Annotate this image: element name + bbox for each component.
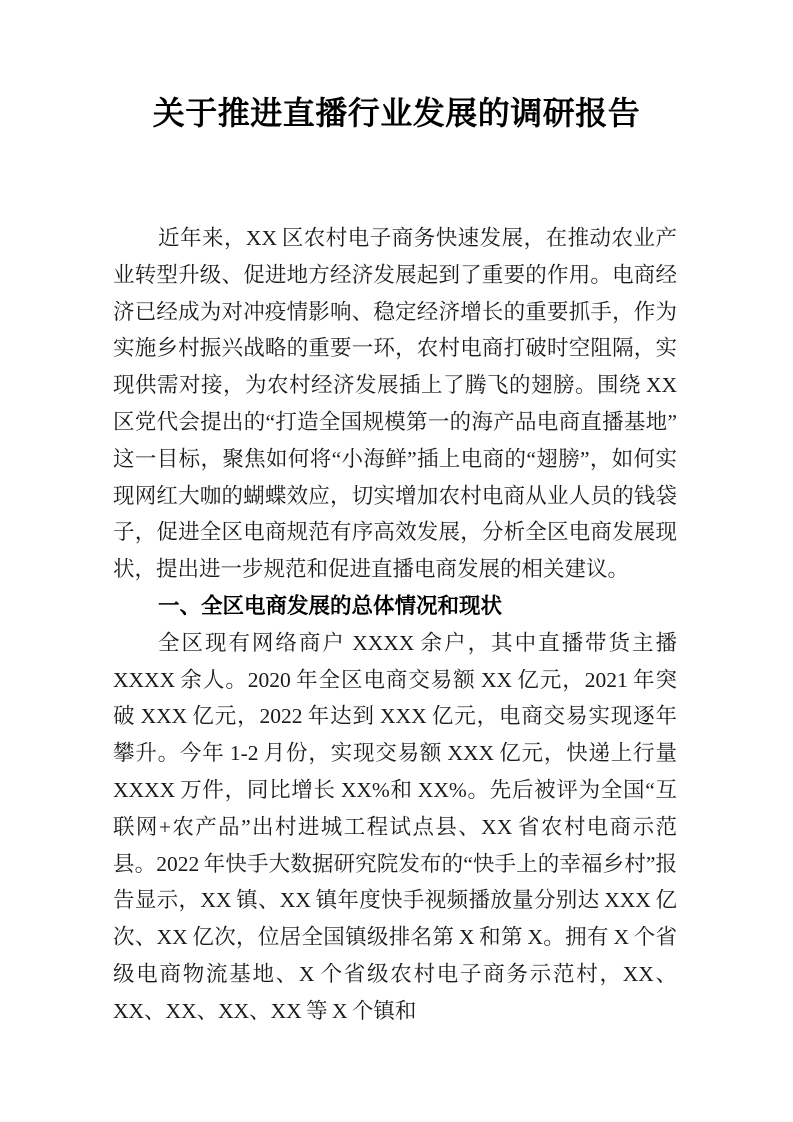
section-heading: 一、全区电商发展的总体情况和现状 — [158, 593, 503, 618]
intro-paragraph: 近年来，XX 区农村电子商务快速发展，在推动农业产业转型升级、促进地方经济发展起到了重要的作用。电商经济已经成为对冲疫情影响、稳定经济增长的重要抓手，作为实施乡村振兴战略的重要一环，农村电商打破时空阻隔，实现供需对接，为农村经济发展插上了腾飞的翅膀。围绕 XX 区党代会提出的“打造全国规模第一的海产品电商直播基地”这一目标，聚焦如何将“小海鲜”插上电商的“翅膀”，如何实现网红大咖的蝴蝶效应，切实增加农村电商从业人员的钱袋子，促进全区电商规范有序高效发展，分析全区电商发展现状，提出进一步规范和促进直播电商发展的相关建议。 — [113, 226, 677, 582]
document-body — [113, 220, 677, 1030]
document-title: 关于推进直播行业发展的调研报告 — [152, 95, 641, 131]
section-paragraph: 全区现有网络商户 XXXX 余户，其中直播带货主播 XXXX 余人。2020 年全区电商交易额 XX 亿元，2021 年突破 XXX 亿元，2022 年达到 XXX 亿元，电商交易实现逐年攀升。今年 1-2 月份，实现交易额 XXX 亿元，快递上行量 XXXX 万件，同比增长 XX%和 XX%。先后被评为全国“互联网+农产品”出村进城工程试点县、XX 省农村电商示范县。2022 年快手大数据研究院发布的“快手上的幸福乡村”报告显示，XX 镇、XX 镇年度快手视频播放量分别达 XXX 亿次、XX 亿次，位居全国镇级排名第 X 和第 X。拥有 X 个省级电商物流基地、X 个省级农村电子商务示范村，XX、XX、XX、XX、XX 等 X 个镇和 — [113, 630, 677, 1023]
